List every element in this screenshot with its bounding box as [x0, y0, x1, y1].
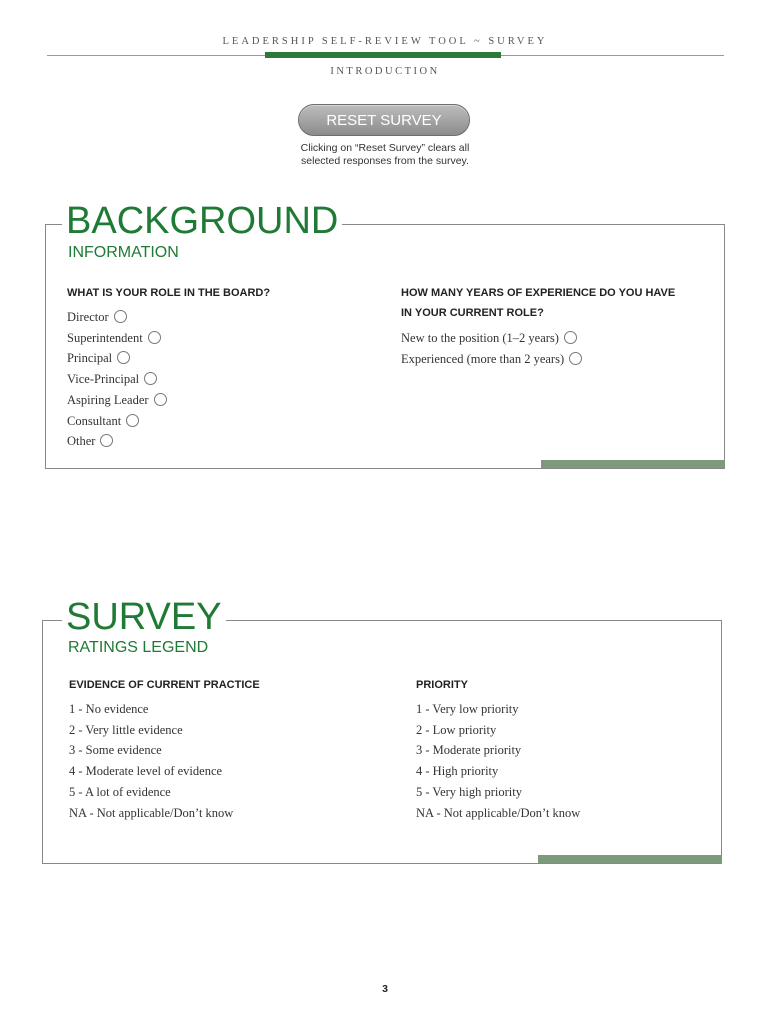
- role-option-aspiring-leader[interactable]: [67, 390, 167, 411]
- experience-label: Experienced (more than 2 years): [401, 351, 565, 366]
- role-option-other[interactable]: [67, 431, 167, 452]
- radio-button[interactable]: [564, 331, 577, 344]
- radio-button[interactable]: [148, 331, 161, 344]
- radio-button[interactable]: [569, 352, 582, 365]
- legend-item: 5 - Very high priority: [416, 784, 523, 799]
- experience-question: [401, 283, 675, 323]
- radio-button[interactable]: [117, 351, 130, 364]
- survey-panel-accent: [538, 855, 722, 863]
- legend-item: 4 - High priority: [416, 764, 499, 779]
- priority-legend: [416, 699, 580, 823]
- experience-option-new[interactable]: [401, 328, 582, 349]
- role-label: Superintendent: [67, 330, 143, 345]
- role-option-superintendent[interactable]: [67, 328, 167, 349]
- reset-note: [270, 142, 500, 168]
- experience-options: [401, 328, 582, 369]
- experience-question-line: IN YOUR CURRENT ROLE?: [401, 307, 544, 319]
- legend-item: 3 - Moderate priority: [416, 743, 522, 758]
- survey-subtitle: RATINGS LEGEND: [68, 639, 209, 656]
- section-subtitle: INTRODUCTION: [330, 66, 440, 77]
- legend-item: NA - Not applicable/Don’t know: [69, 805, 234, 820]
- role-label: Director: [67, 310, 109, 324]
- radio-button[interactable]: [114, 310, 127, 323]
- radio-button[interactable]: [100, 434, 113, 447]
- role-options: [67, 307, 167, 452]
- priority-heading: PRIORITY: [416, 679, 468, 691]
- reset-note-line: selected responses from the survey.: [301, 155, 469, 167]
- header-accent-bar: [265, 52, 501, 58]
- experience-option-experienced[interactable]: [401, 349, 582, 370]
- role-label: Aspiring Leader: [67, 392, 149, 407]
- role-option-principal[interactable]: [67, 348, 167, 369]
- reset-survey-button[interactable]: RESET SURVEY: [298, 104, 470, 136]
- document-header-title: LEADERSHIP SELF-REVIEW TOOL ~ SURVEY: [222, 36, 548, 47]
- background-title: BACKGROUND: [62, 202, 342, 240]
- role-option-vice-principal[interactable]: [67, 369, 167, 390]
- radio-button[interactable]: [144, 372, 157, 385]
- survey-title: SURVEY: [62, 598, 226, 636]
- legend-item: 4 - Moderate level of evidence: [69, 764, 223, 779]
- reset-note-line: Clicking on “Reset Survey” clears all: [300, 142, 470, 154]
- background-panel-accent: [541, 460, 725, 468]
- legend-item: 3 - Some evidence: [69, 743, 162, 758]
- legend-item: 2 - Very little evidence: [69, 722, 183, 737]
- role-question: WHAT IS YOUR ROLE IN THE BOARD?: [67, 287, 271, 299]
- evidence-legend: [69, 699, 233, 823]
- legend-item: 5 - A lot of evidence: [69, 784, 171, 799]
- radio-button[interactable]: [154, 393, 167, 406]
- role-label: Vice-Principal: [67, 372, 140, 387]
- role-label: Principal: [67, 351, 113, 366]
- legend-item: 1 - Very low priority: [416, 702, 519, 716]
- background-subtitle: INFORMATION: [68, 244, 179, 261]
- legend-item: 1 - No evidence: [69, 702, 149, 716]
- role-label: Consultant: [67, 413, 122, 428]
- legend-item: 2 - Low priority: [416, 722, 497, 737]
- radio-button[interactable]: [126, 414, 139, 427]
- page-number: 3: [382, 983, 388, 995]
- role-option-consultant[interactable]: [67, 411, 167, 432]
- experience-label: New to the position (1–2 years): [401, 331, 559, 345]
- evidence-heading: EVIDENCE OF CURRENT PRACTICE: [69, 679, 260, 691]
- legend-item: NA - Not applicable/Don’t know: [416, 805, 581, 820]
- role-label: Other: [67, 434, 96, 449]
- experience-question-line: HOW MANY YEARS OF EXPERIENCE DO YOU HAVE: [401, 287, 676, 299]
- role-option-director[interactable]: [67, 307, 167, 328]
